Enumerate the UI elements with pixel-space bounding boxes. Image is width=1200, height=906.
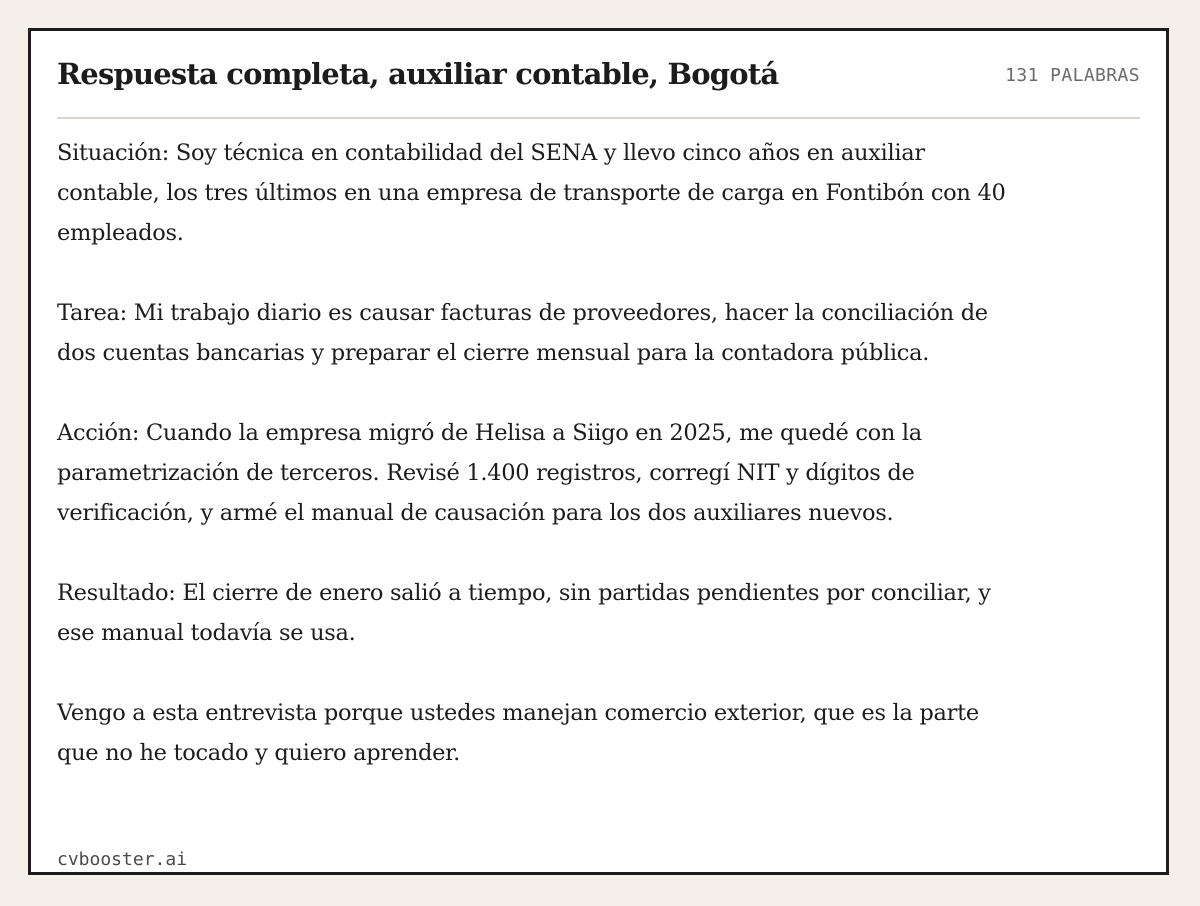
paragraph-resultado: Resultado: El cierre de enero salió a tiempo, sin partidas pendientes por conciliar, y ese manual todavía se usa. <box>57 580 991 646</box>
word-count-label: 131 PALABRAS <box>1005 65 1140 86</box>
answer-body <box>57 133 1017 773</box>
brand-watermark: cvbooster.ai <box>57 849 188 870</box>
card-header <box>57 53 1140 119</box>
card-title: Respuesta completa, auxiliar contable, Bogotá <box>57 57 779 91</box>
paragraph-situacion: Situación: Soy técnica en contabilidad del SENA y llevo cinco años en auxiliar contable, los tres últimos en una empresa de transporte de carga en Fontibón con 40 empleados. <box>57 140 1006 246</box>
paragraph-closing: Vengo a esta entrevista porque ustedes manejan comercio exterior, que es la parte que no he tocado y quiero aprender. <box>57 700 979 766</box>
paragraph-accion: Acción: Cuando la empresa migró de Helisa a Siigo en 2025, me quedé con la parametrización de terceros. Revisé 1.400 registros, corregí NIT y dígitos de verificación, y armé el manual de causación para los dos auxiliares nuevos. <box>57 420 922 526</box>
paragraph-tarea: Tarea: Mi trabajo diario es causar facturas de proveedores, hacer la conciliación de dos cuentas bancarias y preparar el cierre mensual para la contadora pública. <box>57 300 988 366</box>
answer-card <box>28 28 1169 875</box>
